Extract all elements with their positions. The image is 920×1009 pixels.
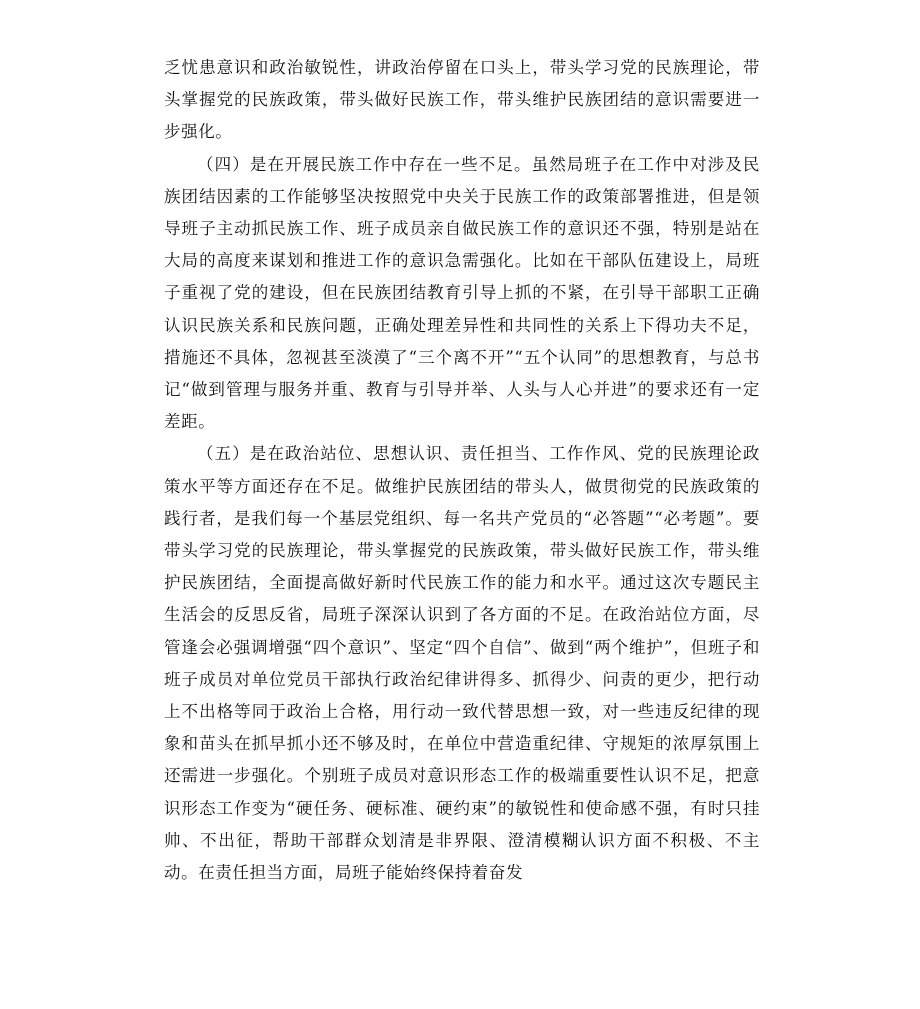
paragraph-section-four: （四）是在开展民族工作中存在一些不足。虽然局班子在工作中对涉及民族团结因素的工作能够坚决按照党中央关于民族工作的政策部署推进，但是领导班子主动抓民族工作、班子成员亲自做民族工作的意识还不强，特别是站在大局的高度来谋划和推进工作的意识急需强化。比如在干部队伍建设上，局班子重视了党的建设，但在民族团结教育引导上抓的不紧，在引导干部职工正确认识民族关系和民族问题，正确处理差异性和共同性的关系上下得功夫不足，措施还不具体，忽视甚至淡漠了“三个离不开”“五个认同”的思想教育，与总书记“做到管理与服务并重、教育与引导并举、人头与人心并进”的要求还有一定差距。 xyxy=(164,154,760,432)
paragraph-section-five: （五）是在政治站位、思想认识、责任担当、工作作风、党的民族理论政策水平等方面还存在不足。做维护民族团结的带头人，做贯彻党的民族政策的践行者，是我们每一个基层党组织、每一名共产党员的“必答题”“必考题”。要带头学习党的民族理论，带头掌握党的民族政策，带头做好民族工作，带头维护民族团结，全面提高做好新时代民族工作的能力和水平。通过这次专题民主生活会的反思反省，局班子深深认识到了各方面的不足。在政治站位方面，尽管逢会必强调增强“四个意识”、坚定“四个自信”、做到“两个维护”，但班子和班子成员对单位党员干部执行政治纪律讲得多、抓得少、问责的更少，把行动上不出格等同于政治上合格，用行动一致代替思想一致，对一些违反纪律的现象和苗头在抓早抓小还不够及时，在单位中营造重纪律、守规矩的浓厚氛围上还需进一步强化。个别班子成员对意识形态工作的极端重要性认识不足，把意识形态工作变为“硬任务、硬标准、硬约束”的敏锐性和使命感不强，有时只挂帅、不出征，帮助干部群众划清是非界限、澄清模糊认识方面不积极、不主动。在责任担当方面，局班子能始终保持着奋发 xyxy=(164,444,760,883)
document-body xyxy=(164,52,760,889)
paragraph-continuation: 乏忧患意识和政治敏锐性，讲政治停留在口头上，带头学习党的民族理论，带头掌握党的民族政策，带头做好民族工作，带头维护民族团结的意识需要进一步强化。 xyxy=(164,58,760,142)
